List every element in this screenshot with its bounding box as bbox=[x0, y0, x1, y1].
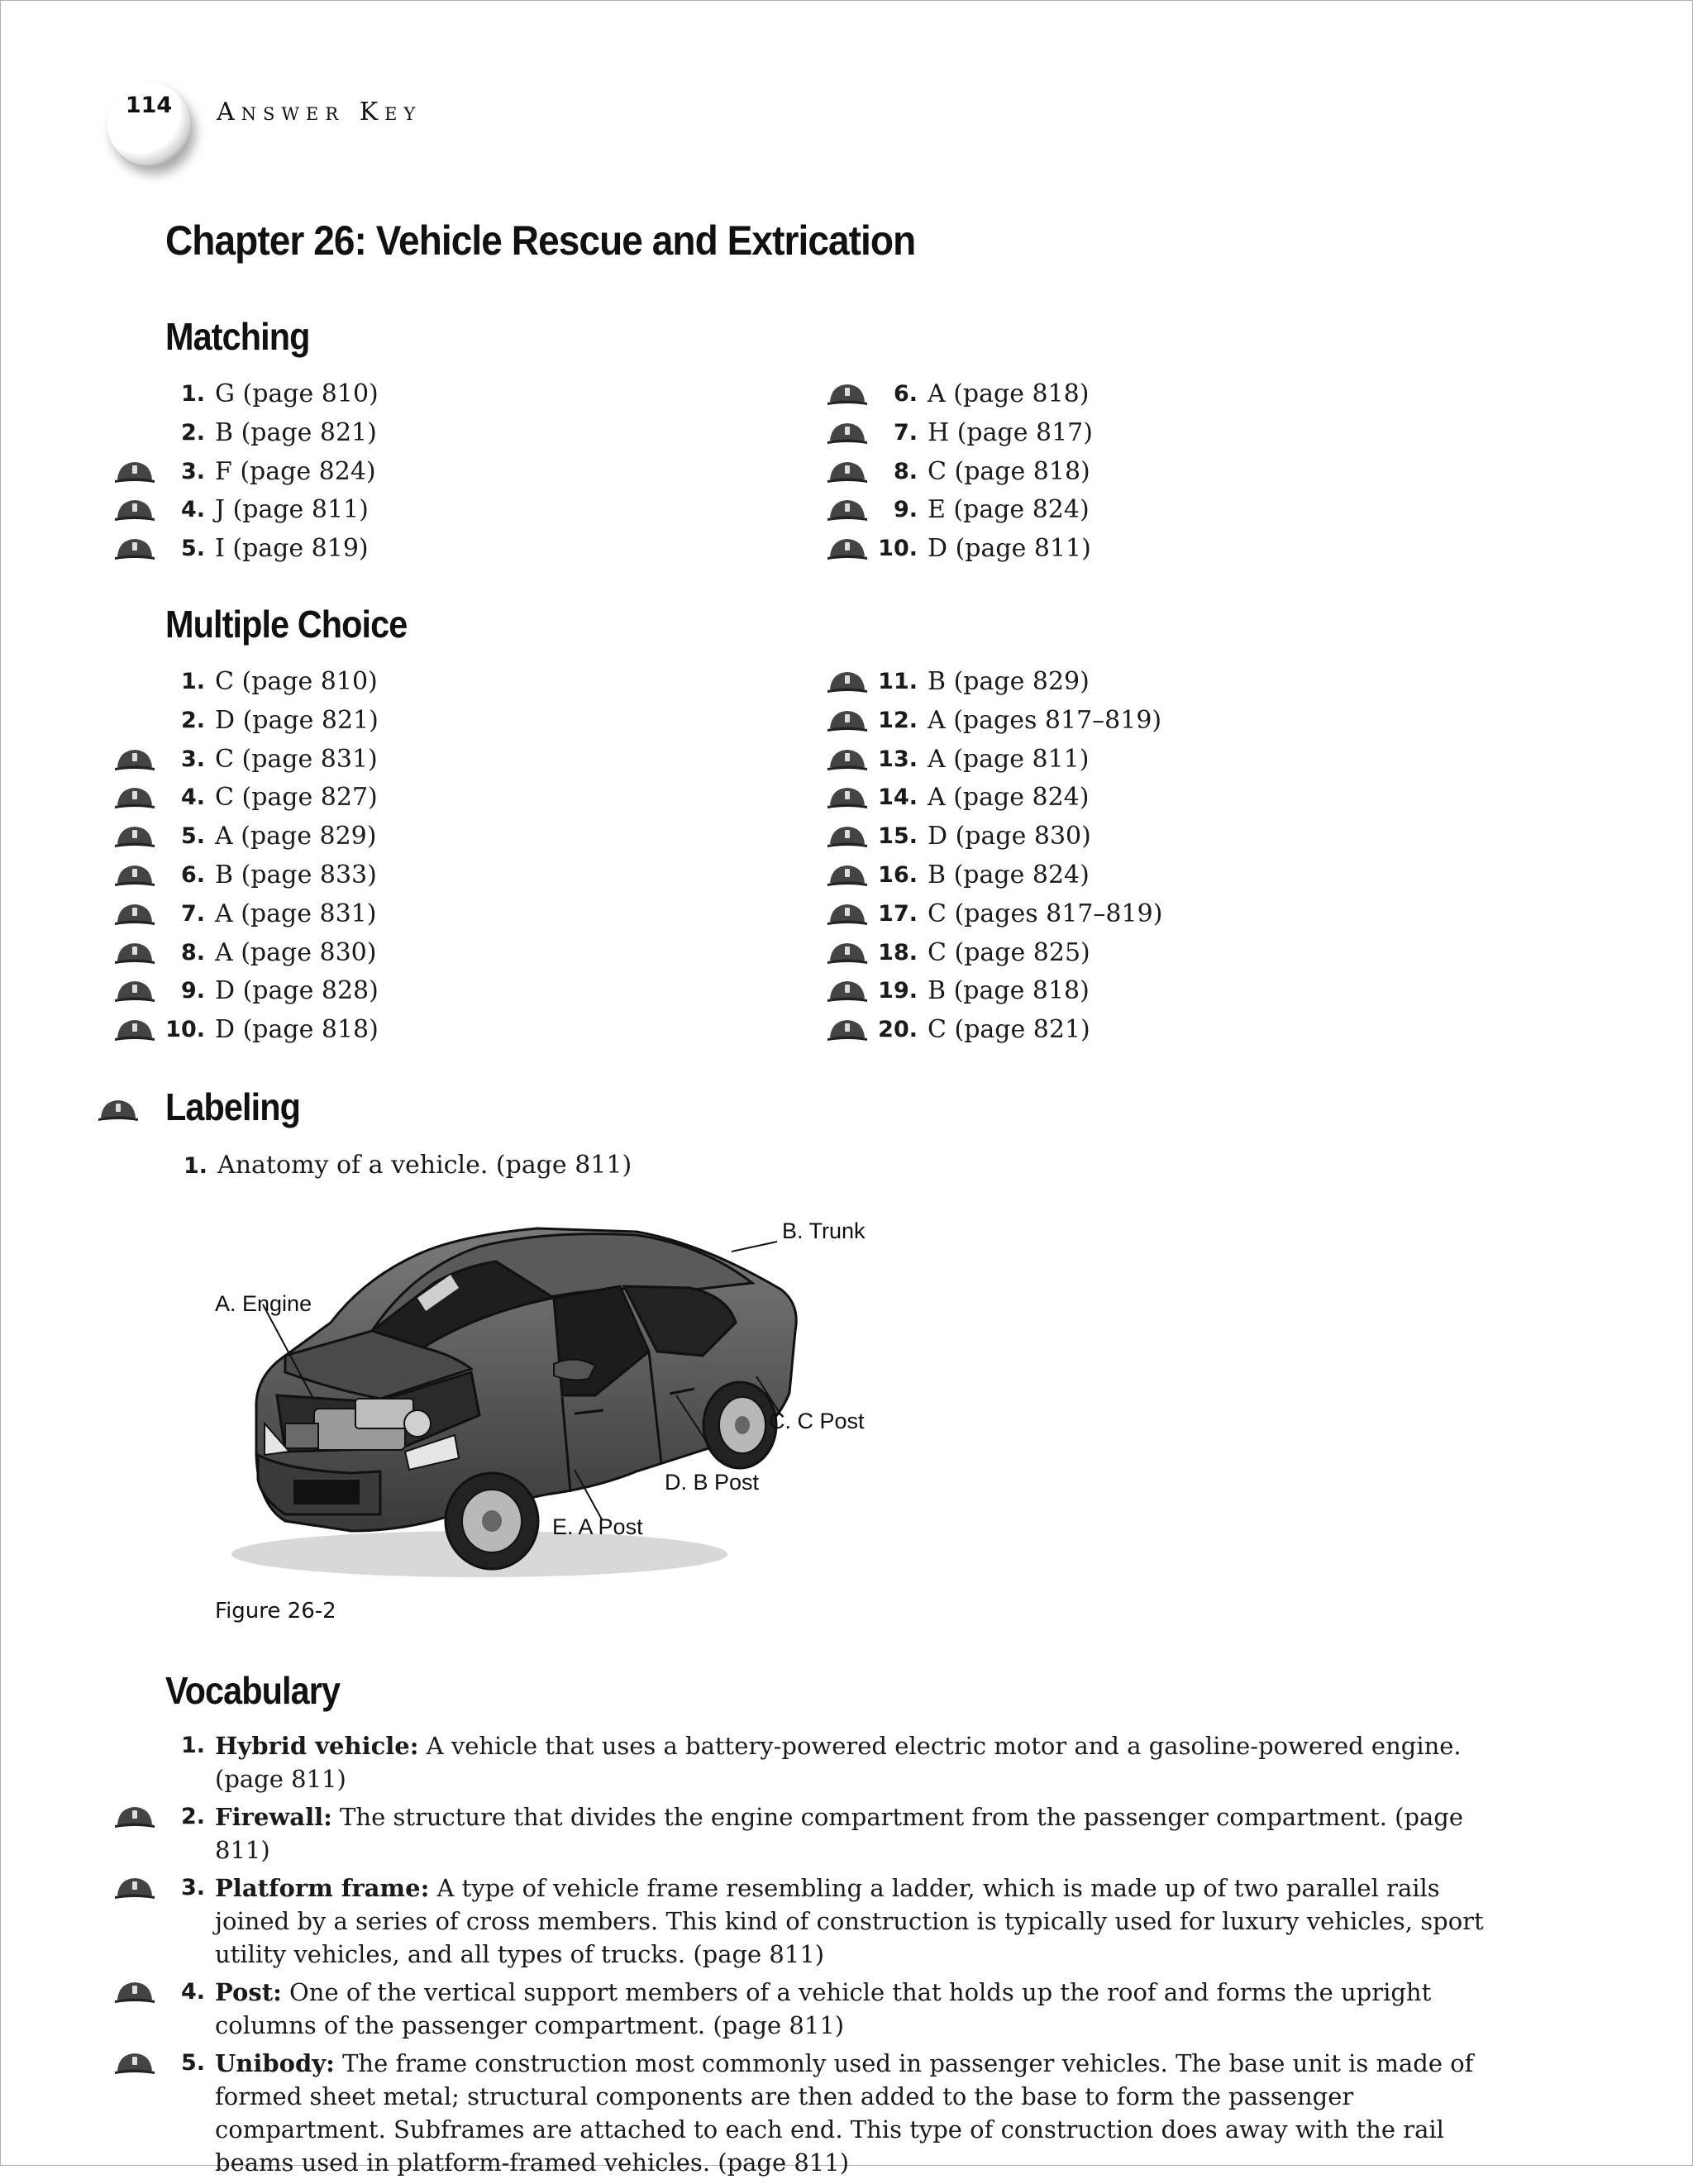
chapter-title: Chapter 26: Vehicle Rescue and Extrication bbox=[165, 217, 916, 264]
answer-row bbox=[165, 414, 661, 453]
vocabulary-item bbox=[165, 2047, 1505, 2179]
vocabulary-term: Unibody: bbox=[215, 2049, 335, 2077]
label-b-post: D. B Post bbox=[665, 1470, 760, 1495]
answer-number: 1. bbox=[180, 381, 205, 407]
answer-number: 5. bbox=[180, 823, 205, 850]
answer-row bbox=[878, 856, 1374, 895]
answer-row bbox=[165, 663, 661, 702]
vocabulary-item bbox=[165, 1976, 1505, 2042]
helmet-icon bbox=[827, 458, 868, 486]
helmet-icon bbox=[114, 1978, 155, 2006]
answer-text: A (pages 817–819) bbox=[928, 705, 1162, 735]
helmet-icon bbox=[827, 784, 868, 812]
answer-text: B (page 833) bbox=[215, 860, 377, 889]
label-a-post: E. A Post bbox=[552, 1514, 643, 1539]
labeling-heading: Labeling bbox=[165, 1085, 301, 1128]
answer-row bbox=[878, 895, 1374, 934]
helmet-icon bbox=[98, 1096, 139, 1124]
answer-text: A (page 811) bbox=[928, 744, 1090, 774]
helmet-icon bbox=[827, 861, 868, 889]
answer-number: 2. bbox=[180, 707, 205, 733]
label-engine: A. Engine bbox=[215, 1291, 312, 1316]
answer-number: 12. bbox=[878, 707, 918, 733]
answer-row bbox=[165, 818, 661, 856]
matching-left-column bbox=[165, 375, 661, 569]
vocabulary-term: Firewall: bbox=[215, 1803, 332, 1831]
helmet-icon bbox=[114, 861, 155, 889]
vocabulary-term: Hybrid vehicle: bbox=[215, 1732, 419, 1760]
vocabulary-number: 5. bbox=[180, 2050, 205, 2076]
answer-number: 6. bbox=[180, 861, 205, 888]
answer-number: 5. bbox=[180, 536, 205, 562]
label-c-post: C. C Post bbox=[769, 1409, 865, 1433]
answer-text: C (page 810) bbox=[215, 667, 378, 696]
answer-text: G (page 810) bbox=[215, 379, 379, 408]
helmet-icon bbox=[827, 668, 868, 696]
answer-row bbox=[878, 453, 1374, 492]
answer-row bbox=[165, 741, 661, 780]
helmet-icon bbox=[827, 823, 868, 851]
answer-text: D (page 818) bbox=[215, 1015, 379, 1045]
answer-text: A (page 818) bbox=[928, 379, 1090, 408]
figure-caption: Figure 26-2 bbox=[215, 1599, 336, 1624]
answer-text: B (page 818) bbox=[928, 976, 1090, 1006]
labeling-item bbox=[184, 1149, 632, 1183]
answer-row bbox=[165, 934, 661, 973]
answer-row bbox=[165, 491, 661, 530]
answer-number: 4. bbox=[180, 497, 205, 523]
helmet-icon bbox=[827, 900, 868, 928]
answer-row bbox=[165, 779, 661, 818]
vocabulary-number: 4. bbox=[180, 1979, 205, 2005]
answer-number: 19. bbox=[878, 978, 918, 1004]
answer-number: 9. bbox=[893, 497, 918, 523]
helmet-icon bbox=[827, 380, 868, 408]
answer-text: C (page 821) bbox=[928, 1015, 1090, 1045]
answer-text: H (page 817) bbox=[928, 417, 1093, 447]
answer-number: 2. bbox=[180, 419, 205, 446]
vocabulary-number: 1. bbox=[180, 1733, 205, 1758]
helmet-icon bbox=[114, 746, 155, 774]
answer-row bbox=[165, 530, 661, 569]
vocabulary-definition: The frame construction most commonly used in passenger vehicles. The base unit is made of formed sheet metal; structural components are then added to the base to form the passenger compartment. Subframes are attached to each end. This type of construction does away with the rail beams used in platform-framed vehicles. (page 811) bbox=[215, 2049, 1474, 2177]
helmet-icon bbox=[114, 1874, 155, 1902]
helmet-icon bbox=[827, 939, 868, 967]
answer-row bbox=[165, 856, 661, 895]
answer-number: 16. bbox=[878, 861, 918, 888]
answer-row bbox=[878, 1011, 1374, 1050]
answer-row bbox=[878, 934, 1374, 973]
answer-number: 7. bbox=[893, 419, 918, 446]
vocabulary-item bbox=[165, 1729, 1505, 1795]
answer-text: F (page 824) bbox=[215, 456, 376, 486]
helmet-icon bbox=[114, 2049, 155, 2077]
answer-number: 8. bbox=[893, 458, 918, 484]
vocabulary-number: 3. bbox=[180, 1875, 205, 1900]
answer-text: A (page 830) bbox=[215, 937, 377, 967]
answer-text: D (page 811) bbox=[928, 534, 1091, 564]
helmet-icon bbox=[114, 1803, 155, 1831]
helmet-icon bbox=[827, 496, 868, 524]
answer-text: C (page 831) bbox=[215, 744, 378, 774]
answer-row bbox=[878, 779, 1374, 818]
helmet-icon bbox=[114, 535, 155, 563]
helmet-icon bbox=[827, 1016, 868, 1044]
helmet-icon bbox=[114, 900, 155, 928]
answer-text: B (page 824) bbox=[928, 860, 1090, 889]
answer-row bbox=[165, 375, 661, 414]
vocabulary-number: 2. bbox=[180, 1804, 205, 1829]
label-trunk: B. Trunk bbox=[782, 1218, 866, 1243]
answer-row bbox=[165, 702, 661, 741]
helmet-icon bbox=[114, 458, 155, 486]
answer-number: 18. bbox=[878, 939, 918, 966]
helmet-icon bbox=[114, 496, 155, 524]
helmet-icon bbox=[827, 535, 868, 563]
answer-text: E (page 824) bbox=[928, 495, 1090, 525]
answer-text: B (page 829) bbox=[928, 667, 1090, 696]
answer-row bbox=[878, 702, 1374, 741]
answer-text: A (page 831) bbox=[215, 899, 377, 928]
vocabulary-item bbox=[165, 1800, 1505, 1867]
answer-number: 10. bbox=[878, 536, 918, 562]
vocabulary-term: Post: bbox=[215, 1978, 282, 2006]
vocabulary-list bbox=[165, 1729, 1505, 2184]
answer-row bbox=[878, 972, 1374, 1011]
answer-row bbox=[878, 741, 1374, 780]
answer-text: A (page 824) bbox=[928, 783, 1090, 813]
helmet-icon bbox=[114, 1016, 155, 1044]
helmet-icon bbox=[827, 977, 868, 1005]
vocabulary-definition: A type of vehicle frame resembling a ladder, which is made up of two parallel rails joined by a series of cross members. This kind of construction is typically used for luxury vehicles, sport utility vehicles, and all types of trucks. (page 811) bbox=[215, 1874, 1484, 1968]
answer-text: I (page 819) bbox=[215, 534, 369, 564]
answer-row bbox=[165, 972, 661, 1011]
multiple-choice-left-column bbox=[165, 663, 661, 1050]
answer-number: 11. bbox=[878, 669, 918, 694]
vocabulary-definition: One of the vertical support members of a vehicle that holds up the roof and forms the upright columns of the passenger compartment. (page 811) bbox=[215, 1978, 1432, 2039]
answer-number: 14. bbox=[878, 784, 918, 811]
answer-row bbox=[878, 375, 1374, 414]
helmet-icon bbox=[827, 419, 868, 447]
vocabulary-definition: A vehicle that uses a battery-powered electric motor and a gasoline-powered engine. (page 811) bbox=[215, 1732, 1462, 1793]
running-head: Answer Key bbox=[217, 98, 422, 126]
answer-number: 7. bbox=[180, 900, 205, 927]
answer-text: D (page 828) bbox=[215, 976, 379, 1006]
answer-text: C (page 825) bbox=[928, 937, 1090, 967]
answer-text: D (page 821) bbox=[215, 705, 379, 735]
answer-text: C (page 818) bbox=[928, 456, 1090, 486]
vocabulary-heading: Vocabulary bbox=[165, 1669, 341, 1712]
answer-number: 17. bbox=[878, 900, 918, 927]
answer-row bbox=[165, 453, 661, 492]
helmet-icon bbox=[114, 784, 155, 812]
answer-number: 3. bbox=[180, 458, 205, 484]
helmet-icon bbox=[827, 746, 868, 774]
answer-text: A (page 829) bbox=[215, 822, 377, 851]
answer-text: B (page 821) bbox=[215, 417, 377, 447]
answer-text: D (page 830) bbox=[928, 822, 1091, 851]
answer-number: 20. bbox=[878, 1017, 918, 1043]
answer-number: 8. bbox=[180, 939, 205, 966]
answer-row bbox=[165, 895, 661, 934]
multiple-choice-right-column bbox=[878, 663, 1374, 1050]
answer-row bbox=[878, 530, 1374, 569]
answer-text: J (page 811) bbox=[215, 495, 369, 525]
answer-row bbox=[878, 818, 1374, 856]
answer-row bbox=[878, 663, 1374, 702]
answer-number: 13. bbox=[878, 746, 918, 772]
labeling-item-number: 1. bbox=[184, 1153, 208, 1179]
matching-right-column bbox=[878, 375, 1374, 569]
answer-number: 10. bbox=[165, 1017, 205, 1043]
vocabulary-definition: The structure that divides the engine compartment from the passenger compartment. (page 811) bbox=[215, 1803, 1464, 1864]
answer-text: C (page 827) bbox=[215, 783, 378, 813]
answer-number: 4. bbox=[180, 784, 205, 811]
helmet-icon bbox=[114, 977, 155, 1005]
answer-number: 1. bbox=[180, 669, 205, 694]
vocabulary-item bbox=[165, 1872, 1505, 1971]
answer-number: 15. bbox=[878, 823, 918, 850]
car-illustration bbox=[207, 1207, 893, 1595]
helmet-icon bbox=[114, 823, 155, 851]
page-number: 114 bbox=[125, 93, 173, 118]
labeling-item-text: Anatomy of a vehicle. (page 811) bbox=[217, 1151, 632, 1180]
multiple-choice-heading: Multiple Choice bbox=[165, 603, 408, 646]
answer-row bbox=[878, 414, 1374, 453]
answer-text: C (pages 817–819) bbox=[928, 899, 1163, 928]
answer-row bbox=[878, 491, 1374, 530]
helmet-icon bbox=[114, 939, 155, 967]
vehicle-anatomy-figure bbox=[207, 1207, 893, 1595]
answer-row bbox=[165, 1011, 661, 1050]
helmet-icon bbox=[827, 707, 868, 735]
answer-number: 9. bbox=[180, 978, 205, 1004]
vocabulary-term: Platform frame: bbox=[215, 1874, 430, 1902]
answer-number: 3. bbox=[180, 746, 205, 772]
answer-number: 6. bbox=[893, 381, 918, 407]
matching-heading: Matching bbox=[165, 315, 310, 358]
